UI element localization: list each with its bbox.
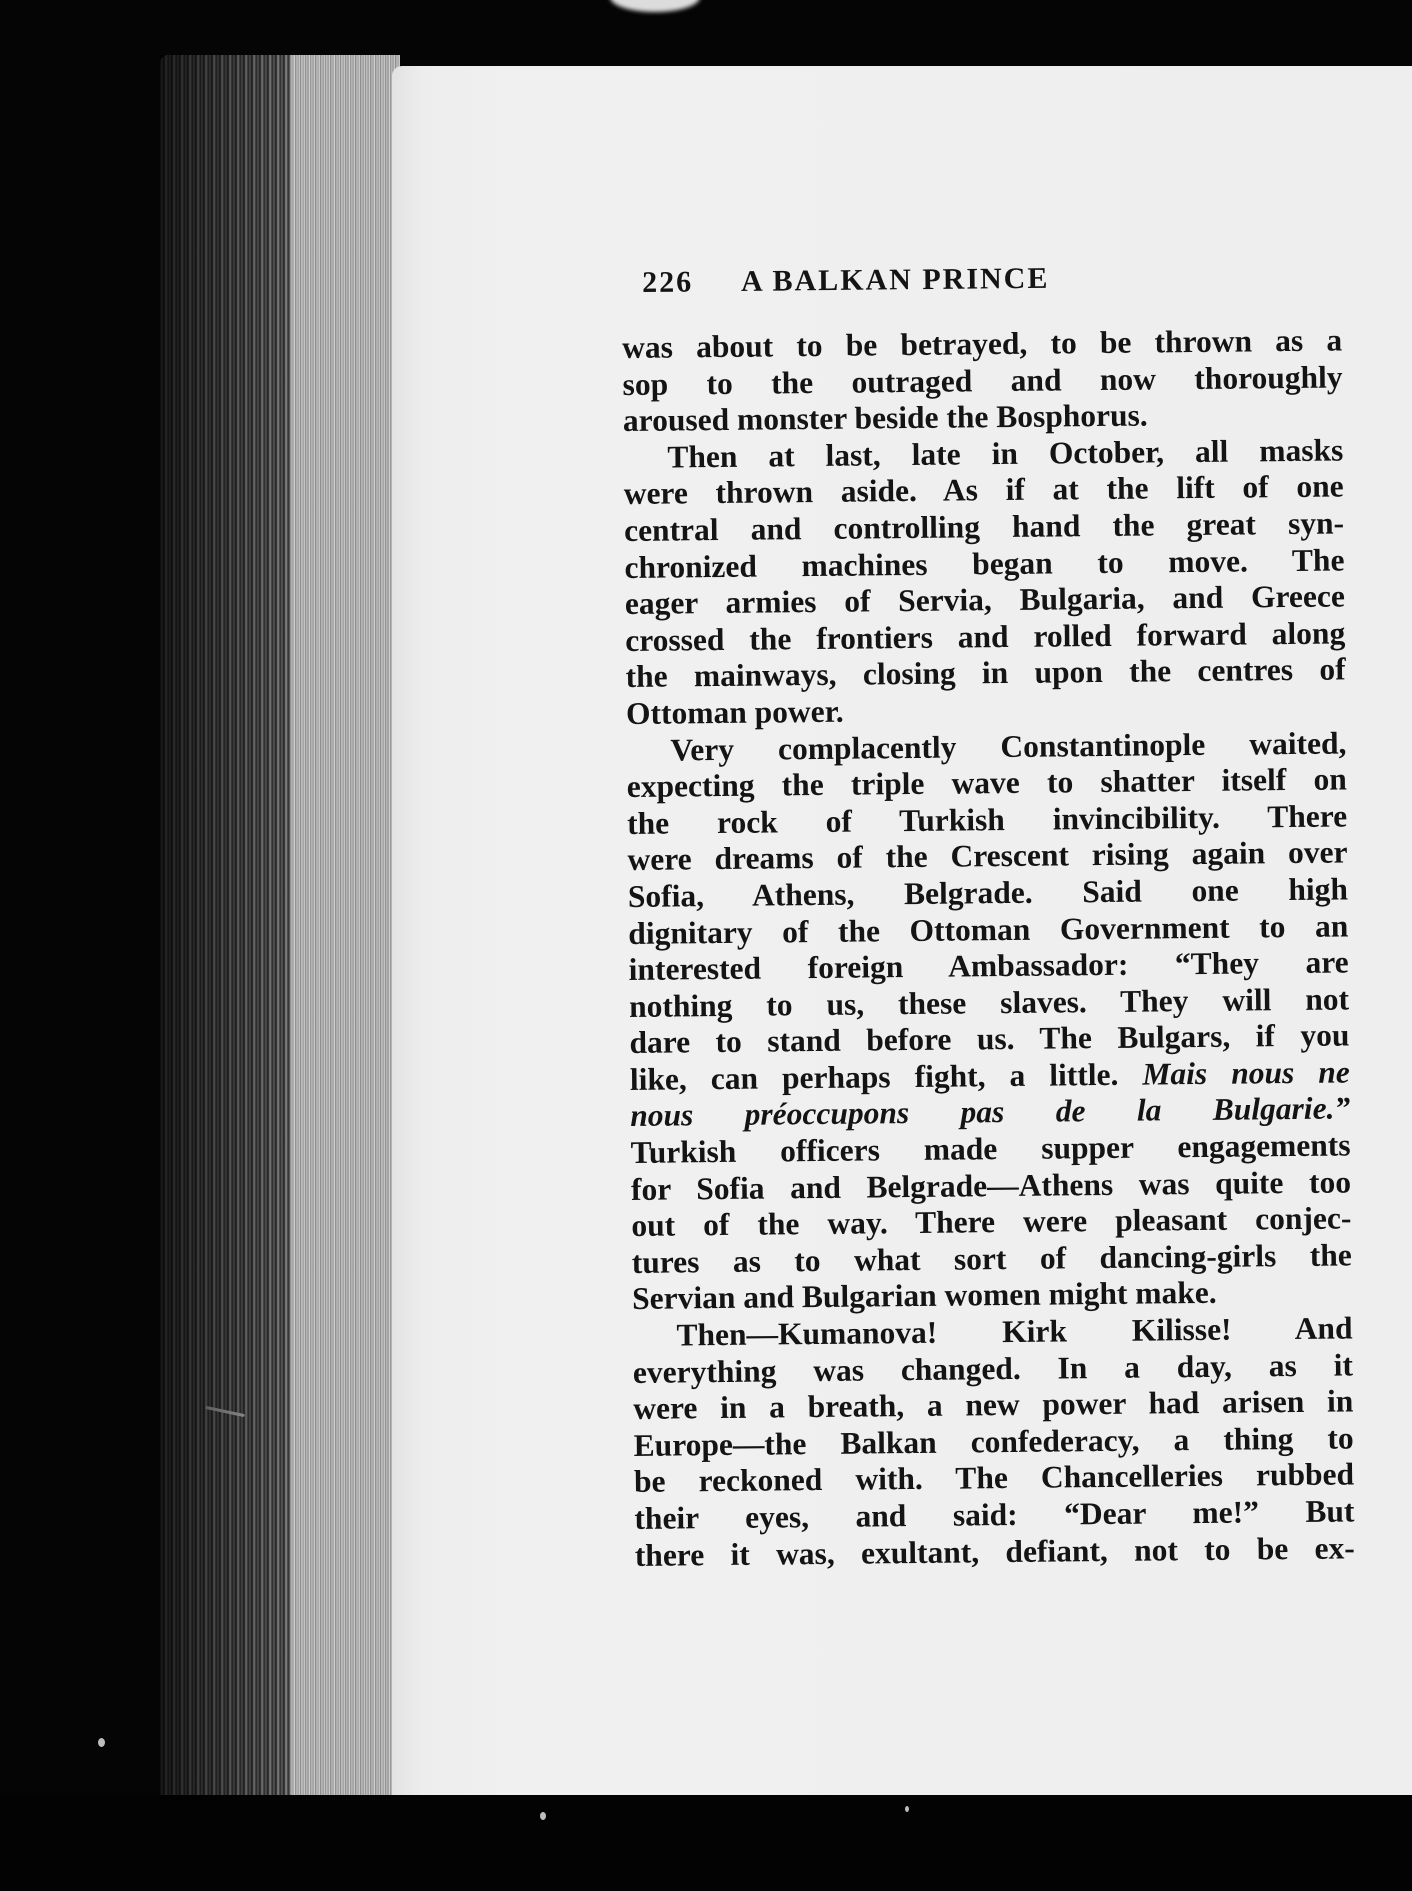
body-text [622, 322, 1355, 1574]
line-text: everything was changed. In a day, as it [632, 1347, 1354, 1390]
line-text: the mainways, closing in upon the centres of [625, 651, 1346, 695]
line-text: the rock of Turkish invincibility. There [626, 798, 1348, 841]
line-text: Ottoman power. [625, 693, 844, 731]
line-text: eager armies of Servia, Bulgaria, and Greece [624, 578, 1346, 622]
line-text: were in a breath, a new power had arisen in [633, 1383, 1354, 1427]
dust-speck [905, 1806, 909, 1812]
running-title: A BALKAN PRINCE [740, 261, 1050, 298]
line-text: chronized machines began to move. The [624, 542, 1345, 585]
line-text: crossed the frontiers and rolled forward along [625, 615, 1346, 658]
line-italic-text: Mais nous ne [1142, 1054, 1350, 1092]
line-text: for Sofia and Belgrade—Athens was quite too [630, 1164, 1352, 1207]
line-text: Then at last, late in October, all masks [667, 432, 1344, 475]
line-text: was about to be betrayed, to be thrown as a [622, 322, 1343, 365]
line-text: their eyes, and said: “Dear me!” But [634, 1493, 1355, 1536]
line-text: Servian and Bulgarian women might make. [631, 1275, 1217, 1317]
line-text: sop to the outraged and now thoroughly [622, 359, 1343, 402]
line-text: were dreams of the Crescent rising again over [627, 834, 1348, 878]
line-text: Very complacently Constantinople waited, [670, 724, 1347, 768]
dust-speck [540, 1812, 546, 1820]
line-text: aroused monster beside the Bosphorus. [622, 397, 1148, 439]
text-line [625, 652, 1345, 696]
line-italic-text: nous préoccupons pas de la Bulgarie.” [630, 1090, 1351, 1134]
line-text: expecting the triple wave to shatter itself on [626, 761, 1347, 805]
text-line [622, 359, 1342, 403]
line-text: Turkish officers made supper engagements [630, 1127, 1351, 1171]
line-text: there it was, exultant, defiant, not to be ex- [634, 1529, 1355, 1573]
line-text: Sofia, Athens, Belgrade. Said one high [627, 871, 1349, 914]
line-text: tures as to what sort of dancing-girls the [631, 1237, 1352, 1280]
text-line [635, 1530, 1355, 1574]
line-text: interested foreign Ambassador: “They are [628, 944, 1349, 988]
dust-speck [98, 1738, 105, 1747]
bottom-shadow [0, 1795, 1412, 1891]
line-text: Then—Kumanova! Kirk Kilisse! And [676, 1310, 1353, 1353]
line-text: nothing to us, these slaves. They will not [628, 981, 1350, 1024]
line-text: out of the way. There were pleasant conjec- [631, 1200, 1352, 1244]
line-text: central and controlling hand the great syn- [623, 505, 1345, 548]
line-text: dignitary of the Ottoman Government to an [628, 907, 1349, 951]
line-text: Europe—the Balkan confederacy, a thing to [633, 1420, 1354, 1463]
page-edges-stack [160, 55, 400, 1800]
line-text: were thrown aside. As if at the lift of one [623, 468, 1344, 512]
line-text: be reckoned with. The Chancelleries rubbed [633, 1456, 1355, 1500]
scanner-glare [610, 0, 700, 12]
page-number: 226 [642, 265, 694, 299]
running-header [642, 262, 1050, 300]
line-text: dare to stand before us. The Bulgars, if you [629, 1017, 1350, 1061]
line-text: like, can perhaps fight, a little. [629, 1056, 1119, 1097]
